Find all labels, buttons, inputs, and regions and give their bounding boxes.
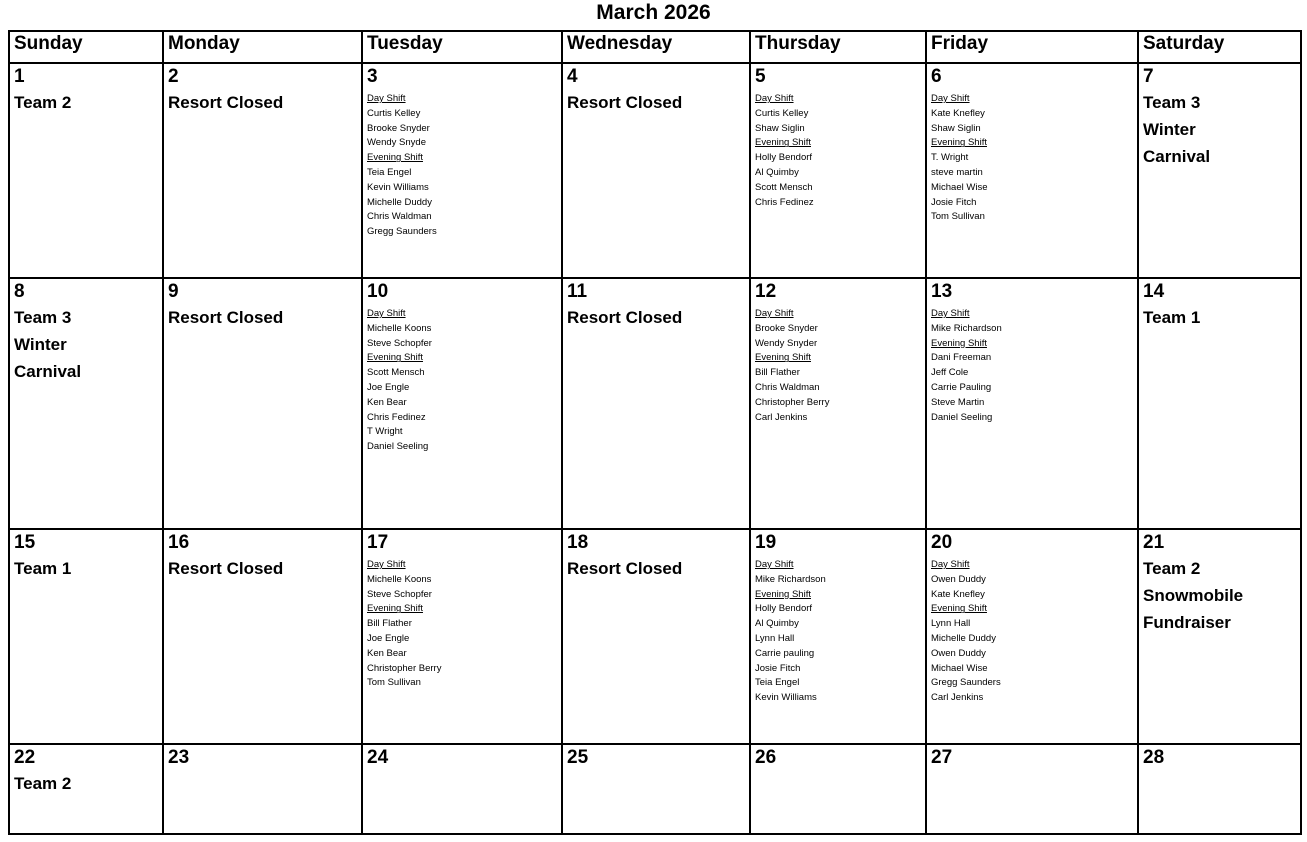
shift-name: Tom Sullivan xyxy=(931,211,985,223)
day-cell-22 xyxy=(9,744,163,834)
day-number: 17 xyxy=(367,532,389,553)
event-label: Team 1 xyxy=(14,559,72,578)
day-number: 12 xyxy=(755,281,777,302)
shift-name: Chris Waldman xyxy=(755,381,820,393)
page-title: March 2026 xyxy=(596,1,711,24)
day-cell-9 xyxy=(163,278,362,529)
shift-name: Scott Mensch xyxy=(755,181,813,193)
day-cell-23 xyxy=(163,744,362,834)
day-cell-18 xyxy=(562,529,750,744)
day-cell-20 xyxy=(926,529,1138,744)
week-row-3 xyxy=(9,529,1301,744)
event-label: Winter xyxy=(14,335,67,354)
shift-list xyxy=(755,558,922,706)
shift-name: Wendy Snyde xyxy=(367,137,426,149)
weekday-header-tuesday: Tuesday xyxy=(362,31,562,63)
shift-label: Day Shift xyxy=(367,93,406,104)
day-cell-4 xyxy=(562,63,750,278)
shift-name: Al Quimby xyxy=(755,166,799,178)
day-number: 27 xyxy=(931,747,953,768)
event-label: Team 2 xyxy=(14,93,72,112)
day-cell-6 xyxy=(926,63,1138,278)
shift-name: Owen Duddy xyxy=(931,573,986,585)
day-cell-7 xyxy=(1138,63,1301,278)
day-cell-11 xyxy=(562,278,750,529)
event-label: Snowmobile xyxy=(1143,586,1244,605)
day-cell-10 xyxy=(362,278,562,529)
weekday-header-row xyxy=(9,31,1301,63)
event-label: Team 2 xyxy=(14,774,72,793)
shift-name: Kevin Williams xyxy=(755,692,817,704)
shift-label: Evening Shift xyxy=(755,137,811,149)
shift-list xyxy=(755,92,922,210)
day-number: 19 xyxy=(755,532,777,553)
shift-name: Bill Flather xyxy=(755,367,800,379)
day-number: 25 xyxy=(567,747,589,768)
shift-label: Day Shift xyxy=(755,308,794,319)
day-cell-8 xyxy=(9,278,163,529)
shift-label: Day Shift xyxy=(367,559,406,570)
event-label: Team 1 xyxy=(1143,308,1201,327)
day-cell-15 xyxy=(9,529,163,744)
event-label: Winter xyxy=(1143,120,1196,139)
shift-label: Evening Shift xyxy=(367,152,423,164)
shift-name: Carl Jenkins xyxy=(755,411,808,423)
shift-name: Joe Engle xyxy=(367,381,410,393)
shift-label: Day Shift xyxy=(755,559,794,570)
shift-name: Michelle Koons xyxy=(367,322,432,334)
week-row-4 xyxy=(9,744,1301,834)
day-number: 20 xyxy=(931,532,953,553)
shift-name: Christopher Berry xyxy=(367,662,442,674)
shift-name: Bill Flather xyxy=(367,618,412,630)
shift-name: Owen Duddy xyxy=(931,647,986,659)
week-row-2 xyxy=(9,278,1301,529)
shift-name: Mike Richardson xyxy=(755,573,826,585)
shift-name: Lynn Hall xyxy=(931,618,971,630)
event-label: Carnival xyxy=(14,362,82,381)
shift-label: Day Shift xyxy=(931,93,970,104)
shift-name: Scott Mensch xyxy=(367,367,425,379)
shift-name: Ken Bear xyxy=(367,396,407,408)
day-number: 2 xyxy=(168,66,179,87)
shift-name: Wendy Snyder xyxy=(755,337,818,349)
shift-name: T. Wright xyxy=(931,152,969,164)
day-number: 13 xyxy=(931,281,953,302)
shift-name: Lynn Hall xyxy=(755,632,795,644)
shift-name: Brooke Snyder xyxy=(755,322,818,334)
shift-list xyxy=(367,307,558,455)
shift-name: Michael Wise xyxy=(931,181,988,193)
shift-name: Kate Knefley xyxy=(931,107,985,119)
day-cell-3 xyxy=(362,63,562,278)
shift-name: Kevin Williams xyxy=(367,181,429,193)
day-number: 9 xyxy=(168,281,179,302)
event-label: Carnival xyxy=(1143,147,1211,166)
shift-name: Joe Engle xyxy=(367,632,410,644)
event-label: Team 2 xyxy=(1143,559,1201,578)
weekday-header-monday: Monday xyxy=(163,31,362,63)
day-number: 5 xyxy=(755,66,766,87)
day-cell-5 xyxy=(750,63,926,278)
shift-list xyxy=(367,92,558,240)
day-cell-1 xyxy=(9,63,163,278)
shift-list xyxy=(931,92,1134,225)
shift-name: Michelle Duddy xyxy=(367,196,432,208)
shift-name: Steve Schopfer xyxy=(367,588,432,600)
day-number: 15 xyxy=(14,532,36,553)
shift-name: Michelle Koons xyxy=(367,573,432,585)
event-label: Team 3 xyxy=(1143,93,1201,112)
day-number: 7 xyxy=(1143,66,1154,87)
day-cell-14 xyxy=(1138,278,1301,529)
day-number: 23 xyxy=(168,747,190,768)
day-cell-24 xyxy=(362,744,562,834)
shift-name: Daniel Seeling xyxy=(367,441,429,453)
shift-label: Evening Shift xyxy=(367,352,423,364)
shift-list xyxy=(931,558,1134,706)
shift-name: Josie Fitch xyxy=(755,662,801,674)
week-row-1 xyxy=(9,63,1301,278)
shift-label: Evening Shift xyxy=(931,137,987,149)
shift-name: Chris Fedinez xyxy=(367,411,426,423)
weekday-header-thursday: Thursday xyxy=(750,31,926,63)
day-number: 10 xyxy=(367,281,389,302)
day-number: 24 xyxy=(367,747,389,768)
day-cell-19 xyxy=(750,529,926,744)
shift-name: Al Quimby xyxy=(755,618,799,630)
weekday-header-sunday: Sunday xyxy=(9,31,163,63)
shift-name: Michael Wise xyxy=(931,662,988,674)
shift-name: steve martin xyxy=(931,166,983,178)
shift-label: Day Shift xyxy=(931,559,970,570)
shift-name: Mike Richardson xyxy=(931,322,1002,334)
weekday-header-saturday: Saturday xyxy=(1138,31,1301,63)
shift-label: Evening Shift xyxy=(367,603,423,615)
day-cell-27 xyxy=(926,744,1138,834)
shift-label: Day Shift xyxy=(931,308,970,319)
shift-name: Kate Knefley xyxy=(931,588,985,600)
event-label: Resort Closed xyxy=(567,93,683,112)
day-number: 1 xyxy=(14,66,25,87)
shift-label: Evening Shift xyxy=(931,603,987,615)
shift-name: Chris Fedinez xyxy=(755,196,814,208)
shift-label: Evening Shift xyxy=(755,352,811,364)
shift-name: Curtis Kelley xyxy=(755,107,809,119)
shift-name: Curtis Kelley xyxy=(367,107,421,119)
shift-name: T Wright xyxy=(367,426,403,438)
shift-name: Teia Engel xyxy=(755,677,800,689)
day-cell-21 xyxy=(1138,529,1301,744)
event-label: Team 3 xyxy=(14,308,72,327)
day-number: 4 xyxy=(567,66,578,87)
shift-name: Shaw Siglin xyxy=(755,122,805,134)
day-cell-12 xyxy=(750,278,926,529)
shift-name: Gregg Saunders xyxy=(367,226,437,238)
day-number: 3 xyxy=(367,66,378,87)
shift-name: Carrie Pauling xyxy=(931,381,992,393)
shift-name: Gregg Saunders xyxy=(931,677,1001,689)
shift-name: Steve Schopfer xyxy=(367,337,432,349)
day-cell-26 xyxy=(750,744,926,834)
shift-name: Carl Jenkins xyxy=(931,692,984,704)
event-label: Resort Closed xyxy=(168,308,284,327)
shift-name: Shaw Siglin xyxy=(931,122,981,134)
shift-name: Daniel Seeling xyxy=(931,411,993,423)
shift-name: Dani Freeman xyxy=(931,352,992,364)
shift-name: Brooke Snyder xyxy=(367,122,430,134)
day-number: 21 xyxy=(1143,532,1165,553)
shift-name: Teia Engel xyxy=(367,166,412,178)
day-number: 8 xyxy=(14,281,25,302)
shift-name: Carrie pauling xyxy=(755,647,815,659)
weekday-header-friday: Friday xyxy=(926,31,1138,63)
event-label: Resort Closed xyxy=(567,559,683,578)
shift-list xyxy=(931,307,1134,425)
shift-list xyxy=(367,558,558,691)
event-label: Resort Closed xyxy=(168,93,284,112)
shift-name: Tom Sullivan xyxy=(367,677,421,689)
shift-label: Evening Shift xyxy=(755,588,811,600)
day-number: 26 xyxy=(755,747,777,768)
day-number: 28 xyxy=(1143,747,1165,768)
shift-name: Chris Waldman xyxy=(367,211,432,223)
shift-name: Michelle Duddy xyxy=(931,632,996,644)
day-number: 11 xyxy=(567,281,588,302)
day-cell-25 xyxy=(562,744,750,834)
day-cell-28 xyxy=(1138,744,1301,834)
shift-label: Evening Shift xyxy=(931,337,987,349)
shift-name: Josie Fitch xyxy=(931,196,977,208)
calendar-table xyxy=(8,30,1302,835)
event-label: Resort Closed xyxy=(168,559,284,578)
day-number: 6 xyxy=(931,66,942,87)
event-label: Resort Closed xyxy=(567,308,683,327)
weekday-header-wednesday: Wednesday xyxy=(562,31,750,63)
day-cell-2 xyxy=(163,63,362,278)
shift-name: Holly Bendorf xyxy=(755,603,813,615)
shift-label: Day Shift xyxy=(367,308,406,319)
day-number: 18 xyxy=(567,532,589,553)
day-cell-13 xyxy=(926,278,1138,529)
day-number: 22 xyxy=(14,747,36,768)
event-label: Fundraiser xyxy=(1143,613,1231,632)
day-number: 14 xyxy=(1143,281,1165,302)
shift-name: Christopher Berry xyxy=(755,396,830,408)
shift-name: Holly Bendorf xyxy=(755,152,813,164)
day-cell-16 xyxy=(163,529,362,744)
shift-name: Ken Bear xyxy=(367,647,407,659)
shift-name: Steve Martin xyxy=(931,396,985,408)
day-cell-17 xyxy=(362,529,562,744)
day-number: 16 xyxy=(168,532,190,553)
shift-label: Day Shift xyxy=(755,93,794,104)
shift-name: Jeff Cole xyxy=(931,367,969,379)
shift-list xyxy=(755,307,922,425)
